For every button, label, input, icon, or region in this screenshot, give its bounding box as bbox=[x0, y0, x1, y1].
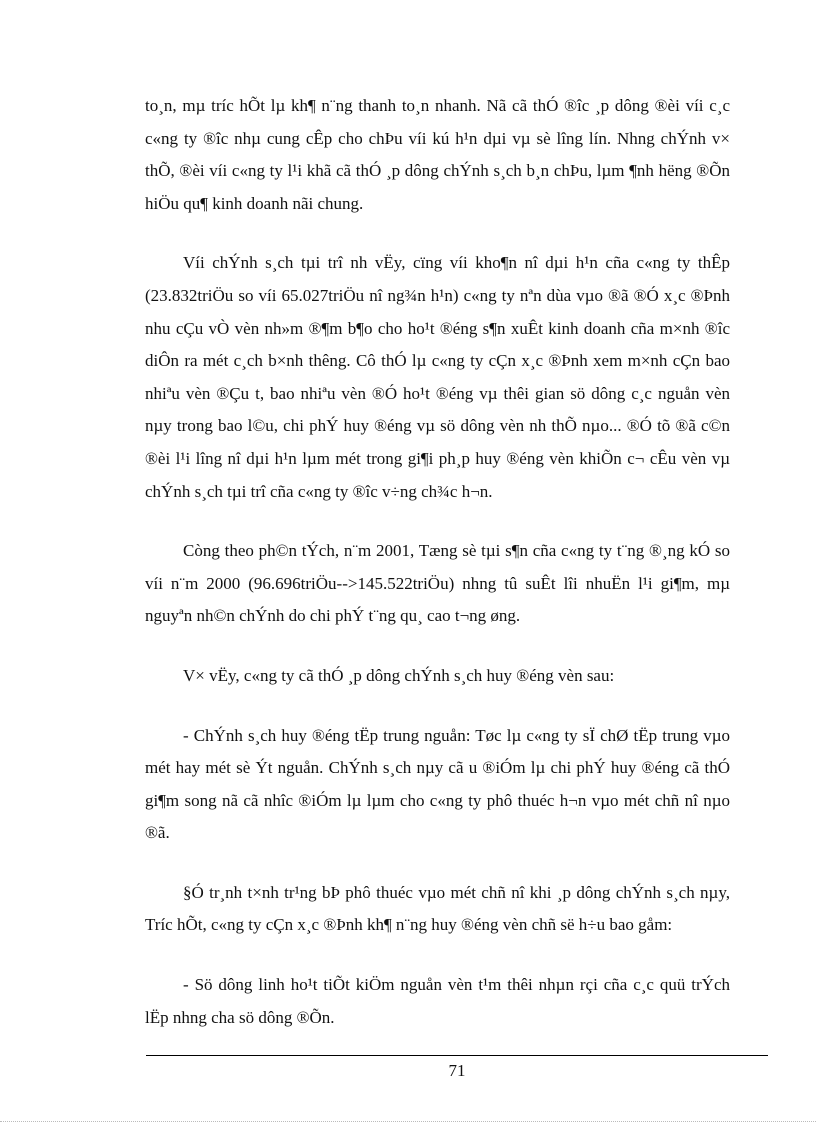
paragraph-policy-intro: V× vËy, c«ng ty cã thÓ ¸p dông chÝnh s¸ch huy ®éng vèn sau: bbox=[183, 665, 615, 685]
page-number: 71 bbox=[448, 1061, 466, 1080]
paragraph-analysis-2001: Còng theo ph©n tÝch, n¨m 2001, Tæng sè tµi s¶n cña c«ng ty t¨ng ®¸ng kÓ so víi n¨m 2000 (96.696triÖu-->145.522triÖu) nhng tû suÊt lîi nhuËn l¹i gi¶m, mµ nguyªn nh©n chÝnh do chi phÝ t¨ng qu¸ cao t¬ng øng. bbox=[145, 541, 730, 626]
paragraph-avoid-dependence: §Ó tr¸nh t×nh tr¹ng bÞ phô thuéc vµo mét chñ nî khi ¸p dông chÝnh s¸ch nµy, Tríc hÕt, c«ng ty cÇn x¸c ®Þnh kh¶ n¨ng huy ®éng vèn chñ së h÷u bao gåm: bbox=[145, 882, 730, 935]
page-body bbox=[145, 90, 730, 1061]
footer-divider bbox=[146, 1055, 768, 1056]
paragraph-continuation: to¸n, mµ tríc hÕt lµ kh¶ n¨ng thanh to¸n nhanh. Nã cã thÓ ®îc ¸p dông ®èi víi c¸c c«ng ty ®îc nhµ cung cÊp cho chÞu víi kú h¹n dµi vµ sè lîng lín. Nhng chÝnh v× thÕ, ®èi víi c«ng ty l¹i khã cã thÓ ¸p dông chÝnh s¸ch b¸n chÞu, lµm ¶nh hëng ®Õn hiÖu qu¶ kinh doanh nãi chung. bbox=[145, 96, 730, 213]
paragraph-concentrated-source: - ChÝnh s¸ch huy ®éng tËp trung nguån: Tøc lµ c«ng ty sÏ chØ tËp trung vµo mét hay mét sè Ýt nguån. ChÝnh s¸ch nµy cã u ®iÓm lµ chi phÝ huy ®éng cã thÓ gi¶m song nã cã nhîc ®iÓm lµ lµm cho c«ng ty phô thuéc h¬n vµo mét chñ nî nµo ®ã. bbox=[145, 725, 730, 843]
paragraph-financing-policy: Víi chÝnh s¸ch tµi trî nh vËy, cïng víi kho¶n nî dµi h¹n cña c«ng ty thÊp (23.832triÖu so víi 65.027triÖu nî ng¾n h¹n) c«ng ty nªn dùa vµo ®ã ®Ó x¸c ®Þnh nhu cÇu vÒ vèn nh»m ®¶m b¶o cho ho¹t ®éng s¶n xuÊt kinh doanh cña m×nh ®îc diÔn ra mét c¸ch b×nh thêng. Cô thÓ lµ c«ng ty cÇn x¸c ®Þnh xem m×nh cÇn bao nhiªu vèn ®Çu t, bao nhiªu vèn ®Ó ho¹t ®éng vµ thêi gian sö dông c¸c nguån vèn nµy trong bao l©u, chi phÝ huy ®éng vµ sö dông vèn nh thÕ nµo... ®Ó tõ ®ã c©n ®èi l¹i lîng nî dµi h¹n lµm mét trong gi¶i ph¸p huy ®éng vèn khiÕn c¬ cÊu vèn vµ chÝnh s¸ch tµi trî cña c«ng ty ®îc v÷ng ch¾c h¬n. bbox=[145, 253, 730, 501]
page-bottom-edge bbox=[0, 1121, 816, 1122]
paragraph-flexible-use: - Sö dông linh ho¹t tiÕt kiÖm nguån vèn t¹m thêi nhµn rçi cña c¸c quü trÝch lËp nhng cha sö dông ®Õn. bbox=[145, 975, 730, 1027]
